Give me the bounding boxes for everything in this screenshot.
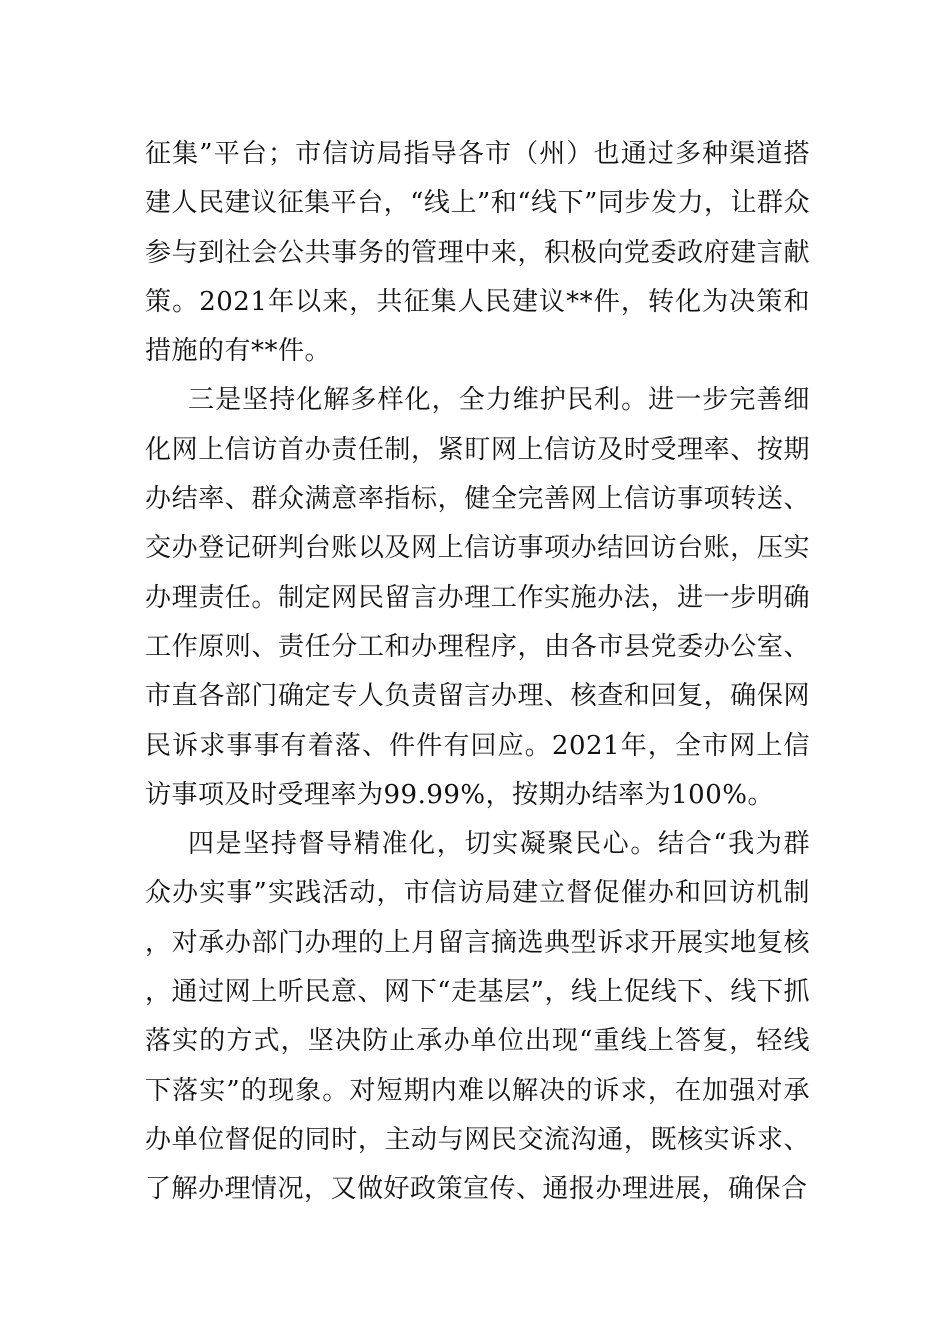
paragraph-3: 四是坚持督导精准化，切实凝聚民心。结合“我为群众办实事”实践活动，市信访局建立督促催办和回访机制，对承办部门办理的上月留言摘选典型诉求开展实地复核，通过网上听民意、网下“走基层”，线上促线下、线下抓落实的方式，坚决防止承办单位出现“重线上答复，轻线下落实”的现象。对短期内难以解决的诉求，在加强对承办单位督促的同时，主动与网民交流沟通，既核实诉求、了解办理情况，又做好政策宣传、通报办理进展，确保合 [145,829,810,1205]
paragraph-1: 征集”平台；市信访局指导各市（州）也通过多种渠道搭建人民建议征集平台，“线上”和“线下”同步发力，让群众参与到社会公共事务的管理中来，积极向党委政府建言献策。2021年以来，共征集人民建议**件，转化为决策和措施的有**件。 [145,139,810,367]
document-body [145,130,810,1215]
paragraph-2: 三是坚持化解多样化，全力维护民利。进一步完善细化网上信访首办责任制，紧盯网上信访及时受理率、按期办结率、群众满意率指标，健全完善网上信访事项转送、交办登记研判台账以及网上信访事项办结回访台账，压实办理责任。制定网民留言办理工作实施办法，进一步明确工作原则、责任分工和办理程序，由各市县党委办公室、市直各部门确定专人负责留言办理、核查和回复，确保网民诉求事事有着落、件件有回应。2021年，全市网上信访事项及时受理率为99.99%，按期办结率为100%。 [145,385,810,810]
